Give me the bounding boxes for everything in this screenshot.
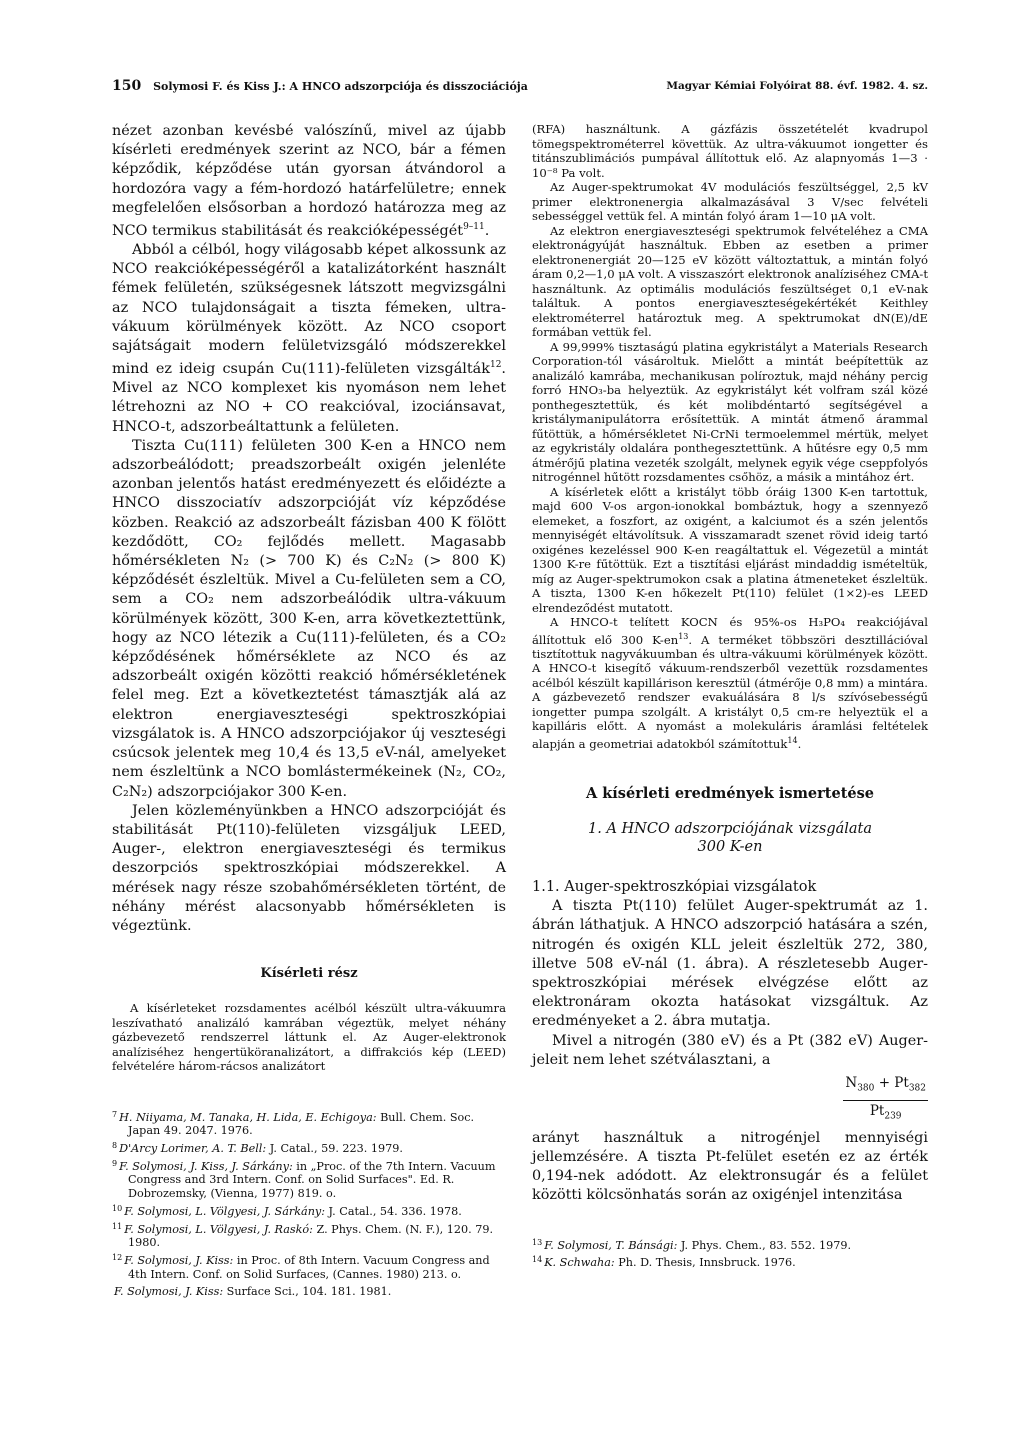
footnote: $^{12}$ F. Solymosi, J. Kiss: in Proc. of 8th Intern. Vacuum Congress and 4th Intern. Conf. on Solid Surfaces, (Cannes. 1980) 213. o. (112, 1252, 490, 1281)
footnote: $^{13}$ F. Solymosi, T. Bánsági: J. Phys. Chem., 83. 552. 1979. (532, 1237, 852, 1252)
paragraph: Abból a célból, hogy világosabb képet alkossunk az NCO reakcióképességéről a katalizátorként használt fémek felületén, szükségesnek látszott megvizsgálni az NCO tulajdonságait a tiszta fémeken, ultra-vákuum körülmények között. Az NCO csoport sajátságait modern felületvizsgáló módszerekkel mind ez ideig csupán Cu(111)-felületen vizsgálták$^{12}$. Mivel az NCO komplexet kis nyomáson nem lehet létrehozni az NO + CO reakcióval, izociánsavat, HNCO-t, adszorbeáltattunk a felületen. (112, 242, 506, 435)
paragraph: A kísérletek előtt a kristályt több óráig 1300 K-en tartottuk, majd 600 V-os argon-ionokkal bombáztuk, hogy a szennyező elemeket, a foszfort, az oxigént, a kalciumot és a szén jelentős mennyiségét eltávolítsuk. A visszamaradt szenet rövid ideig tartó oxigénes kezeléssel 900 K-en reagáltattuk el. Végezetül a mintát 1300 K-re fűtöttük. Ezt a tisztítási eljárást mindaddig ismételtük, míg az Auger-spektrumokon csak a platina átmeneteket észleltük. A tiszta, 1300 K-en hőkezelt Pt(110) felület (1×2)-es LEED elrendeződést mutatott. (532, 484, 928, 615)
paragraph: Az Auger-spektrumokat 4V modulációs feszültséggel, 2,5 kV primer elektronenergia alkalmazásával 3 V/sec felvételi sebességgel vettük fel. A mintán folyó áram 1—10 μA volt. (532, 180, 928, 223)
footnote: $^{10}$ F. Solymosi, L. Völgyesi, J. Sárkány: J. Catal., 54. 336. 1978. (112, 1203, 462, 1218)
paragraph: Jelen közleményünkben a HNCO adszorpcióját és stabilitását Pt(110)-felületen vizsgáljuk LEED, Auger-, elektron energiaveszteségi és termikus deszorpciós spektroszkópiai módszerekkel. A mérések nagy része szobahőmérsékleten történt, de néhány mérést alacsonyabb hőmérsékleten is végeztünk. (112, 802, 506, 934)
section-heading: Kísérleti rész (260, 966, 358, 982)
right-column (532, 122, 928, 1271)
footnotes-left (112, 1108, 506, 1299)
section-heading: A kísérleti eredmények ismertetése (585, 785, 875, 803)
footnote: $^9$ F. Solymosi, J. Kiss, J. Sárkány: in „Proc. of the 7th Intern. Vacuum Congress and 3rd Intern. Conf. on Solid Surfaces". Ed. R. Dobrozemsky, (Vienna, 1977) 819. o. (112, 1158, 496, 1201)
subsubsection-heading: 1.1. Auger-spektroszkópiai vizsgálatok (532, 879, 817, 896)
nitrogen-ratio-formula (532, 1074, 928, 1127)
left-column (112, 122, 506, 1300)
footnote: F. Solymosi, J. Kiss: Surface Sci., 104. 181. 1981. (114, 1285, 392, 1299)
running-head-left (112, 78, 528, 94)
fraction-numerator: $N_{380} + Pt_{382}$ (843, 1074, 928, 1101)
footnote: $^7$ H. Niiyama, M. Tanaka, H. Lida, E. Echigoya: Bull. Chem. Soc. Japan 49. 2047. 1976. (112, 1109, 475, 1138)
footnote: $^8$ D'Arcy Lorimer, A. T. Bell: J. Catal., 59. 223. 1979. (112, 1141, 403, 1156)
subsection-heading: 1. A HNCO adszorpciójának vizsgálata 300 K-en (588, 821, 872, 856)
running-title: Solymosi F. és Kiss J.: A HNCO adszorpciója és disszociációja (153, 80, 528, 93)
paragraph: Az elektron energiaveszteségi spektrumok felvételéhez a CMA elektronágyúját használtuk. Ebben az esetben a primer elektronenergiát 20—125 eV között változtattuk, a mintán folyó áram 0,2—1,0 μA volt. A visszaszórt elektronok analíziséhez CMA-t használtunk. Az optimális modulációs feszültséget 0,1 eV-nak találtuk. A pontos energiaveszteségekértékét Keithley elektrométerrel határoztuk meg. A spektrumokat dN(E)/dE formában vettük fel. (532, 223, 928, 339)
paragraph: (RFA) használtunk. A gázfázis összetételét kvadrupol tömegspektrométerrel követtük. Az ultra-vákuumot iongetter és titánszublimációs pumpával állítottuk elő. Az alapnyomás 1—3 · 10⁻⁸ Pa volt. (532, 122, 928, 180)
paragraph: A 99,999% tisztaságú platina egykristályt a Materials Research Corporation-tól vásároltuk. Mielőtt a mintát beépítettük az analizáló kamrába, mechanikusan políroztuk, majd néhány percig forró HNO₃-ba helyeztük. Az egykristályt két volfram szál közé ponthegesztettük, és két molibdéntartó segítségével a kristálymanipulátorra erősítettük. A mintát átmenő árammal fűtöttük, a hőmérsékletet Ni-CrNi termoelemmel mértük, melyet az egykristály oldalára ponthegesztettünk. A hűtésre egy 0,5 mm átmérőjű platina vezeték szolgált, melynek egyik vége cseppfolyós nitrogénnel hűtött rozsdamentes csőhöz, a másik a mintához ért. (532, 339, 928, 484)
paragraph: A tiszta Pt(110) felület Auger-spektrumát az 1. ábrán láthatjuk. A HNCO adszorpció hatására a szén, nitrogén és oxigén KLL jeleit észleltük 272, 380, illetve 508 eV-nál (1. ábra). A részletesebb Auger-spektroszkópiai mérések elvégzése előtt az elektronáram okozta hatásokat vizsgáltuk. Az eredményeket a 2. ábra mutatja. (532, 898, 928, 1030)
fraction-denominator: $Pt_{239}$ (869, 1102, 902, 1122)
paragraph: nézet azonban kevésbé valószínű, mivel az újabb kísérleti eredmények szerint az NCO, bár a fémen képződik, képződése után gyorsan átvándorol a hordozóra vagy a fém-hordozó határfelületre; ennek megfelelően elsősorban a hordozó határozza meg az NCO termikus stabilitását és reakcióképességét$^{9-11}$. (112, 123, 506, 239)
running-head (112, 78, 928, 98)
paragraph: arányt használtuk a nitrogénjel mennyiségi jellemzésére. A tiszta Pt-felület esetén ez az érték 0,194-nek adódott. Az elektronsugár és a felület közötti kölcsönhatás során az oxigénjel intenzitása (532, 1129, 928, 1204)
footnote: $^{14}$ K. Schwaha: Ph. D. Thesis, Innsbruck. 1976. (532, 1255, 796, 1270)
journal-citation: Magyar Kémiai Folyóirat 88. évf. 1982. 4. sz. (666, 80, 928, 92)
page-number: 150 (112, 78, 142, 94)
fraction (843, 1074, 928, 1127)
paragraph: Tiszta Cu(111) felületen 300 K-en a HNCO nem adszorbeálódott; preadszorbeált oxigén jelenléte azonban jelentős hatást eredményezett és előidézte a HNCO disszociatív adszorpcióját víz képződése közben. Reakció az adszorbeált fázisban 400 K fölött kezdődött, CO₂ fejlődés mellett. Magasabb hőmérsékleten N₂ (> 700 K) és C₂N₂ (> 800 K) képződését észleltük. Mivel a Cu-felületen sem a CO, sem a CO₂ nem adszorbeálódik ultra-vákuum körülmények között, 300 K-en, arra következtettünk, hogy az NCO létezik a Cu(111)-felületen, és a CO₂ képződésének hőmérséklete az NCO és az adszorbeált oxigén közötti reakció hőmérsékletének felel meg. Ezt a következtetést támasztják alá az elektron energiaveszteségi spektroszkópiai vizsgálatok is. A HNCO adszorpciójakor új veszteségi csúcsok jelentek meg 10,4 és 13,5 eV-nál, amelyeket nem észleltünk a NCO bomlástermékeinek (N₂, CO₂, C₂N₂) adszorpciójakor 300 K-en. (112, 437, 506, 800)
paragraph: A kísérleteket rozsdamentes acélból készült ultra-vákuumra leszívatható analizáló kamrában végeztük, melyet néhány gázbevezető rendszerrel láttunk el. Az Auger-elektronok analíziséhez hengertüköranalizátort, a diffrakciós kép (LEED) felvételére három-rácsos analizátort (112, 1001, 506, 1074)
footnotes-right (532, 1236, 928, 1270)
paragraph: A HNCO-t telített KOCN és 95%-os H₃PO₄ reakciójával állítottuk elő 300 $K-en^{13}$. A terméket többszöri desztillációval tisztítottuk nagyvákuumban és ultra-vákuumi körülmények között. A HNCO-t kisegítő vákuum-rendszerből vezettük rozsdamentes acélból készült kapillárison keresztül (átmérője 0,8 mm) a mintára. A gázbevezető rendszer evakuálására 8 l/s szívósebességű iongetter pumpa szolgált. A kristályt 0,5 cm-re helyeztük el a kapilláris előtt. A nyomást a molekuláris áramlási feltételek alapján a geometriai adatokból számítottuk$^{14}$. (532, 615, 928, 751)
paragraph: Mivel a nitrogén (380 eV) és a Pt (382 eV) Auger-jeleit nem lehet szétválasztani, a (532, 1032, 928, 1068)
footnote: $^{11}$ F. Solymosi, L. Völgyesi, J. Raskó: Z. Phys. Chem. (N. F.), 120. 79. 1980. (112, 1221, 494, 1250)
